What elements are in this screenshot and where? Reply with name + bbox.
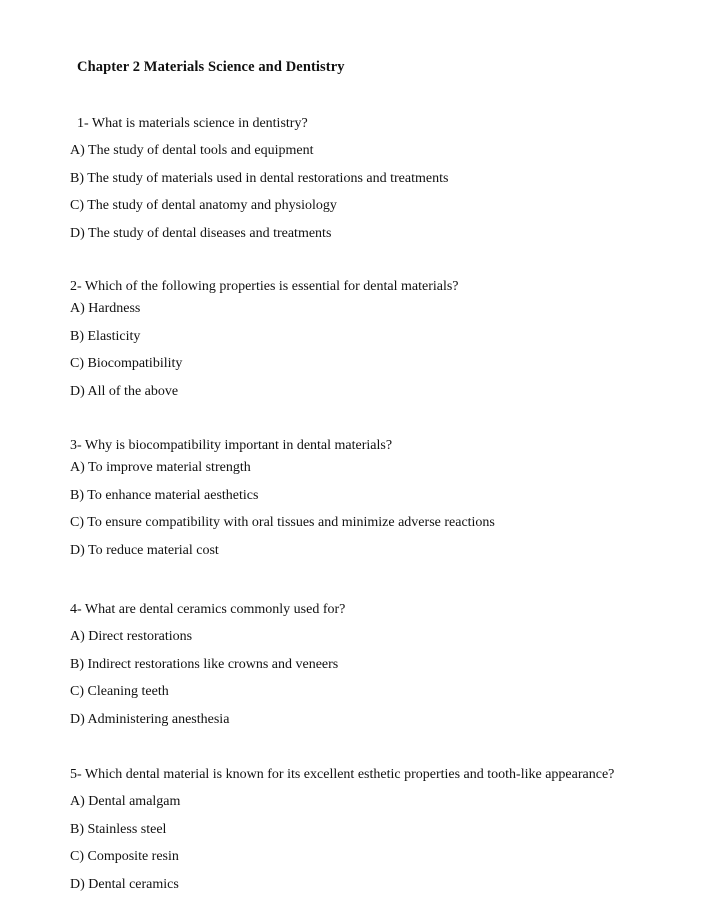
question-2 [70,276,690,408]
option-a: A) Hardness [70,301,141,316]
option-a: A) The study of dental tools and equipment [70,143,314,158]
option-a: A) To improve material strength [70,460,251,475]
question-1 [70,113,690,250]
option-a: A) Direct restorations [70,629,193,644]
question-text: 4- What are dental ceramics commonly used for? [70,602,346,617]
option-c: C) Biocompatibility [70,356,183,371]
option-c: C) Composite resin [70,849,179,864]
option-d: D) Dental ceramics [70,876,179,892]
question-4 [70,599,690,736]
option-c: C) To ensure compatibility with oral tissues and minimize adverse reactions [70,515,495,530]
option-a: A) Dental amalgam [70,794,181,809]
chapter-title: Chapter 2 Materials Science and Dentistry [77,59,345,75]
option-d: D) The study of dental diseases and treatments [70,225,332,241]
question-text: 2- Which of the following properties is essential for dental materials? [70,279,459,294]
option-b: B) Stainless steel [70,821,167,837]
question-text: 5- Which dental material is known for its excellent esthetic properties and tooth-like appearance? [70,767,615,782]
question-5 [70,764,690,901]
option-d: D) Administering anesthesia [70,711,230,727]
question-3 [70,435,690,567]
option-d: D) To reduce material cost [70,542,219,558]
option-b: B) To enhance material aesthetics [70,487,259,503]
question-text: 3- Why is biocompatibility important in dental materials? [70,438,393,453]
option-c: C) The study of dental anatomy and physiology [70,198,337,213]
question-text: 1- What is materials science in dentistry? [77,116,308,131]
option-c: C) Cleaning teeth [70,684,169,699]
option-b: B) Indirect restorations like crowns and veneers [70,656,339,672]
option-d: D) All of the above [70,383,179,399]
option-b: B) Elasticity [70,328,141,344]
option-b: B) The study of materials used in dental restorations and treatments [70,170,449,186]
